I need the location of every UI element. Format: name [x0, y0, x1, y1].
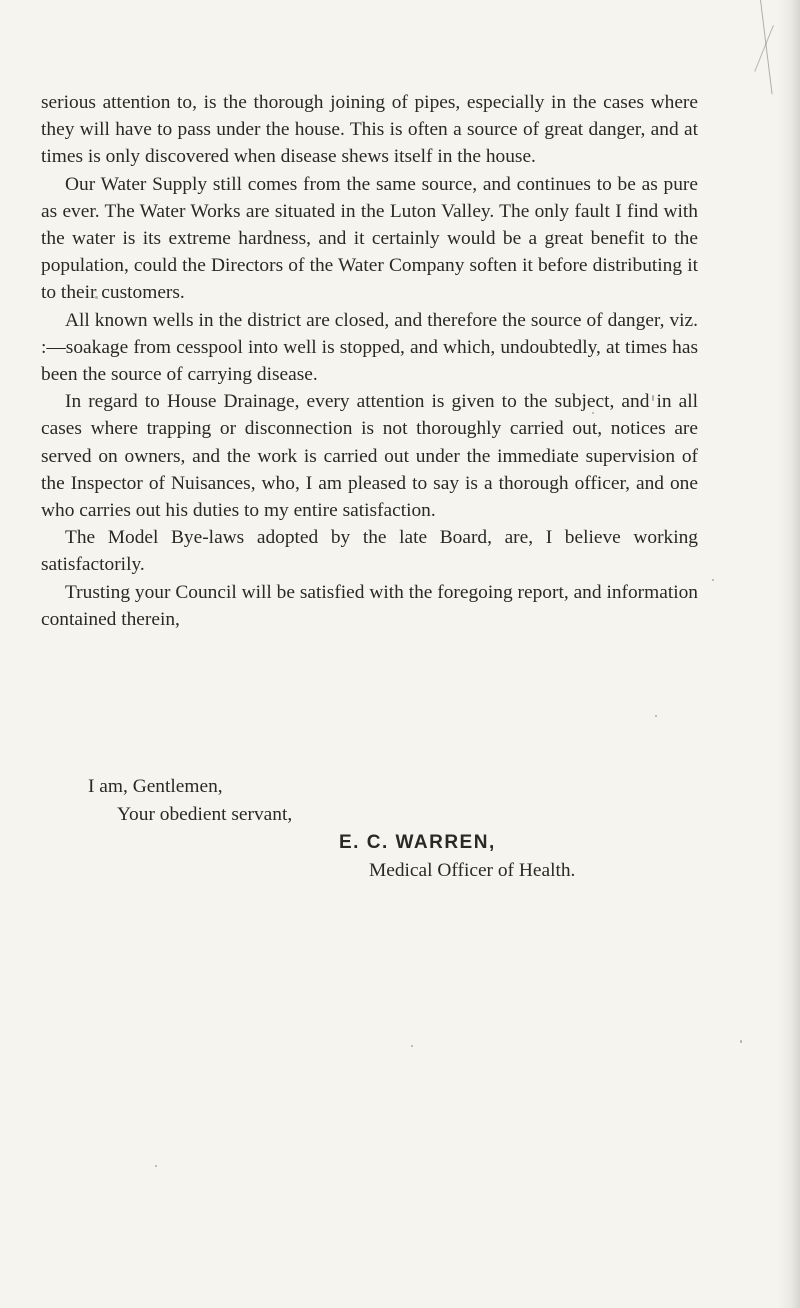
closing-salutation: I am, Gentlemen,: [88, 776, 223, 797]
paper-speck: [592, 412, 594, 414]
paragraph-trusting: Trusting your Council will be satisfied with the foregoing report, and information contained therein,: [41, 581, 698, 630]
paragraph-wells: All known wells in the district are closed, and therefore the source of danger, viz. :—soakage from cesspool into well is stopped, and which, undoubtedly, at times has been the source of carrying disease.: [41, 309, 698, 386]
paper-speck: [155, 1165, 157, 1167]
signature-name: E. C. WARREN,: [339, 832, 496, 853]
signature-title: Medical Officer of Health.: [369, 860, 576, 881]
paper-speck: [712, 579, 714, 581]
paragraph-house-drainage: In regard to House Drainage, every attention is given to the subject, and in all cases where trapping or disconnection is not thoroughly carried out, notices are served on owners, and the work is carried out under the immediate supervision of the Inspector of Nuisances, who, I am pleased to say is a thorough officer, and one who carries out his duties to my entire satisfaction.: [41, 391, 698, 522]
paper-speck: [655, 715, 657, 717]
paper-speck: [740, 1040, 742, 1043]
paper-speck: [95, 296, 98, 299]
closing-valediction: Your obedient servant,: [117, 804, 293, 825]
paragraph-pipes: serious attention to, is the thorough joining of pipes, especially in the cases where they will have to pass under the house. This is often a source of great danger, and at times is only discovered when disease shews itself in the house.: [41, 92, 698, 168]
page-crease-mark: [760, 0, 773, 94]
letter-body: [41, 89, 698, 633]
paragraph-water-supply: Our Water Supply still comes from the same source, and continues to be as pure as ever. The Water Works are situated in the Luton Valley. The only fault I find with the water is its extreme hardness, and it certainly would be a great benefit to the population, could the Directors of the Water Company soften it before distributing it to their customers.: [41, 173, 698, 304]
paper-speck: [652, 395, 654, 401]
paragraph-bye-laws: The Model Bye-laws adopted by the late Board, are, I believe working satisfactorily.: [41, 527, 698, 576]
paper-speck: [411, 1045, 413, 1047]
page-edge-shadow: [778, 0, 800, 1308]
